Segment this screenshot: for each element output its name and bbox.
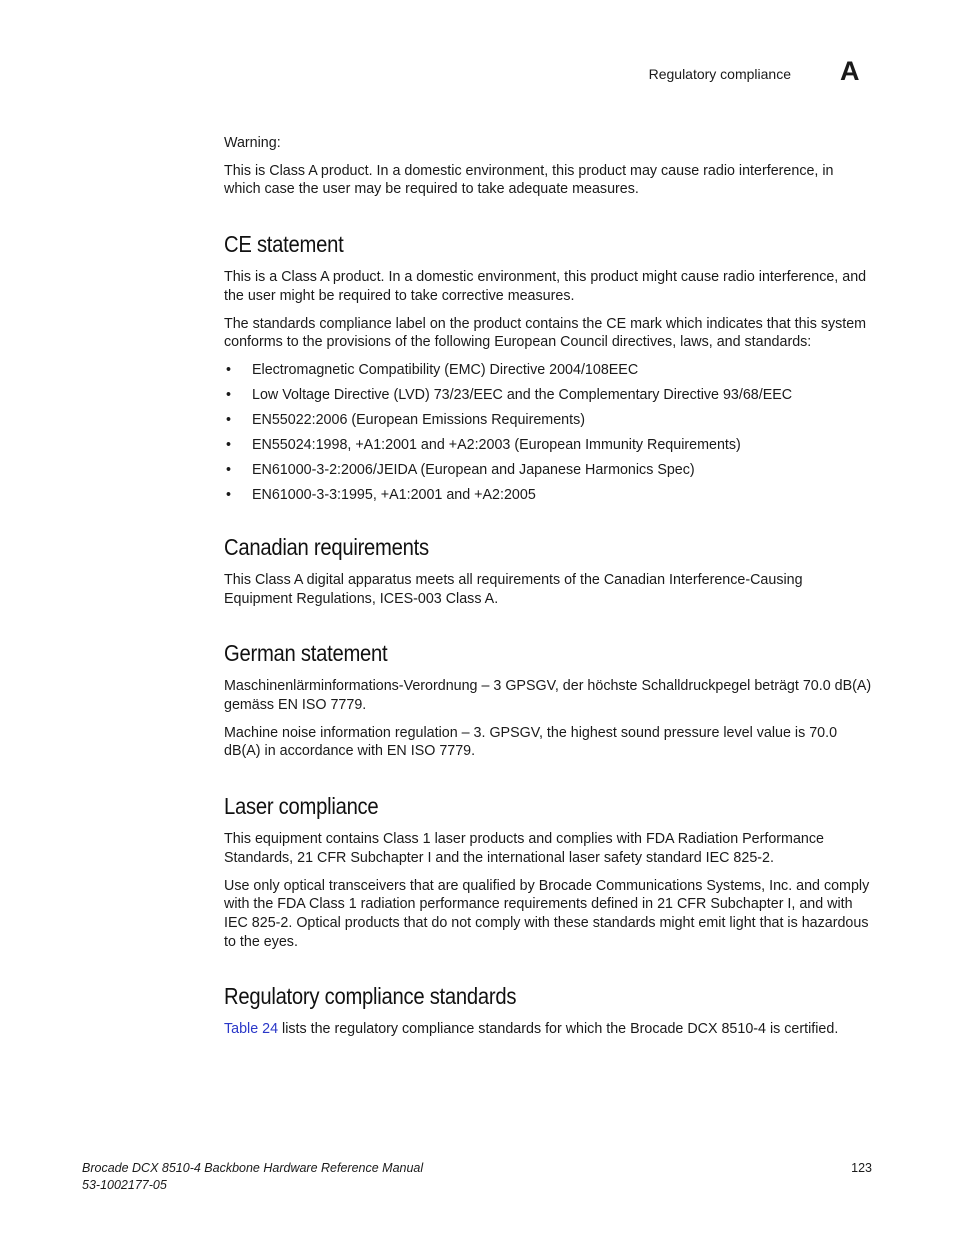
laser-paragraph-1: This equipment contains Class 1 laser products and complies with FDA Radiation Performance Standards, 21 CFR Subchapter I and the international laser safety standard IEC 825-2. [224, 831, 824, 866]
laser-compliance-section [224, 792, 874, 951]
list-item-text: EN61000-3-3:1995, +A1:2001 and +A2:2005 [252, 486, 536, 503]
bullet-icon: • [226, 436, 232, 453]
ce-paragraph-2: The standards compliance label on the product contains the CE mark which indicates that this system conforms to the provisions of the following European Council directives, laws, and standards: [224, 315, 867, 351]
canadian-requirements-section [224, 533, 874, 608]
canadian-requirements-heading: Canadian requirements [224, 533, 429, 560]
document-number: 53-1002177-05 [82, 1178, 167, 1192]
warning-text: This is Class A product. In a domestic environment, this product may cause radio interference, in which case the user may be required to take adequate measures. [224, 162, 834, 198]
regulatory-standards-text: lists the regulatory compliance standards for which the Brocade DCX 8510-4 is certified. [278, 1021, 839, 1038]
warning-label: Warning: [224, 135, 281, 151]
bullet-icon: • [226, 361, 232, 378]
page-footer [82, 1160, 872, 1194]
table-24-link[interactable]: Table 24 [224, 1021, 279, 1038]
list-item-text: Low Voltage Directive (LVD) 73/23/EEC and the Complementary Directive 93/68/EEC [252, 386, 793, 403]
list-item [224, 361, 874, 380]
page-content [224, 134, 874, 1048]
ce-statement-heading: CE statement [224, 231, 344, 258]
german-paragraph-2: Machine noise information regulation – 3. GPSGV, the highest sound pressure level value is 70.0 dB(A) in accordance with EN ISO 7779. [224, 724, 838, 760]
list-item-text: Electromagnetic Compatibility (EMC) Directive 2004/108EEC [252, 361, 639, 378]
regulatory-standards-heading: Regulatory compliance standards [224, 983, 517, 1010]
regulatory-standards-paragraph [224, 1020, 874, 1039]
german-paragraph-1: Maschinenlärminformations-Verordnung – 3 GPSGV, der höchste Schalldruckpegel beträgt 70.0 dB(A) gemäss EN ISO 7779. [224, 678, 872, 714]
running-header: Regulatory compliance [648, 66, 791, 82]
page-number: 123 [851, 1161, 872, 1175]
list-item [224, 386, 874, 405]
bullet-icon: • [226, 486, 232, 503]
bullet-icon: • [226, 411, 232, 428]
list-item [224, 461, 874, 480]
ce-statement-section [224, 230, 874, 505]
list-item [224, 436, 874, 455]
list-item-text: EN61000-3-2:2006/JEIDA (European and Japanese Harmonics Spec) [252, 461, 695, 478]
ce-paragraph-1: This is a Class A product. In a domestic environment, this product might cause radio interference, and the user might be required to take corrective measures. [224, 269, 867, 304]
appendix-letter: A [840, 56, 860, 86]
german-statement-section [224, 639, 874, 761]
list-item [224, 411, 874, 430]
bullet-icon: • [226, 461, 232, 478]
canadian-paragraph: This Class A digital apparatus meets all requirements of the Canadian Interference-Causing Equipment Regulations, ICES-003 Class A. [224, 571, 803, 607]
list-item-text: EN55022:2006 (European Emissions Requirements) [252, 411, 585, 428]
laser-paragraph-2: Use only optical transceivers that are qualified by Brocade Communications Systems, Inc. and comply with the FDA Class 1 radiation performance requirements defined in 21 CFR Subchapter I, and with IEC 825-2. Optical products that do not comply with these standards might emit light that is hazardous to the eyes. [224, 877, 870, 950]
bullet-icon: • [226, 386, 232, 403]
ce-directives-list [224, 361, 874, 505]
regulatory-standards-section [224, 982, 874, 1039]
list-item [224, 486, 874, 505]
list-item-text: EN55024:1998, +A1:2001 and +A2:2003 (European Immunity Requirements) [252, 436, 741, 453]
german-statement-heading: German statement [224, 640, 388, 667]
manual-title: Brocade DCX 8510-4 Backbone Hardware Reference Manual [82, 1161, 424, 1175]
laser-compliance-heading: Laser compliance [224, 793, 379, 820]
